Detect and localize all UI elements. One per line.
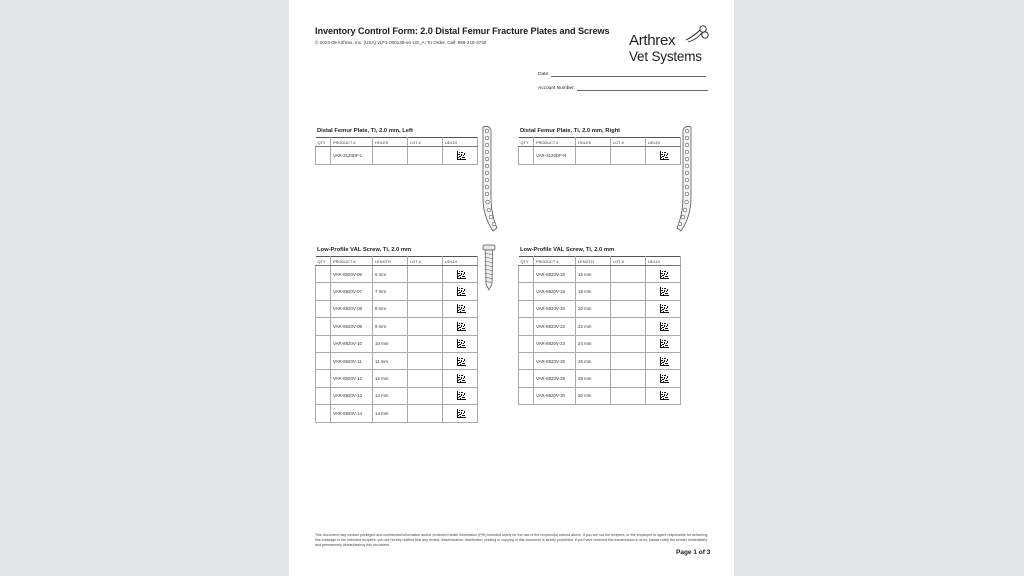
qty-cell[interactable]	[519, 283, 534, 300]
lot-cell[interactable]	[408, 352, 443, 369]
table-row	[519, 387, 681, 404]
length-cell: 11 mm	[373, 352, 408, 369]
date-field[interactable]	[538, 71, 706, 77]
product-cell: VAR-8920V-22	[534, 318, 576, 335]
table-row	[316, 352, 478, 369]
distal-femur-plate-right-image	[669, 124, 699, 234]
udi-cell	[443, 283, 478, 300]
col-udi: UDI-DI	[646, 257, 681, 266]
qty-cell[interactable]	[316, 352, 331, 369]
qty-cell[interactable]	[316, 387, 331, 404]
lot-cell[interactable]	[611, 147, 646, 165]
plate-right-table	[518, 137, 681, 165]
qty-cell[interactable]	[316, 318, 331, 335]
col-udi: UDI-DI	[443, 138, 478, 147]
lot-cell[interactable]	[611, 370, 646, 387]
datamatrix-icon	[660, 304, 669, 313]
product-cell: VAR-8920V-06	[331, 266, 373, 283]
length-cell: 26 mm	[576, 352, 611, 369]
product-cell: VAR-8920V-12	[331, 370, 373, 387]
product-cell: VAR-8920V-30	[534, 387, 576, 404]
form-title: Inventory Control Form: 2.0 Distal Femur Fracture Plates and Screws	[315, 26, 610, 36]
table-row	[316, 387, 478, 404]
length-cell: 18 mm	[576, 283, 611, 300]
plate-left-table	[315, 137, 478, 165]
plate-right-title: Distal Femur Plate, Ti, 2.0 mm, Right	[520, 128, 621, 134]
length-cell: 12 mm	[373, 370, 408, 387]
account-number-line[interactable]	[577, 85, 708, 91]
col-qty: QTY	[519, 138, 534, 147]
qty-cell[interactable]	[316, 266, 331, 283]
col-product: PRODUCT #	[534, 138, 576, 147]
col-udi: UDI-DI	[443, 257, 478, 266]
lot-cell[interactable]	[408, 370, 443, 387]
forceps-icon	[684, 24, 710, 46]
confidentiality-notice: This document may contain privileged and confidential information and/or protected health information (PHI) intended solely for the use of the recipient(s) named above. If you are not the recipient, or the employee or agent responsible for delivering this message to the intended recipient, you are hereby notified that any review, dissemination, distribution, printing or copying of this document is strictly prohibited. If you have received this transmission in error, please notify the sender immediately and permanently delete/destroy this document.	[315, 533, 708, 547]
length-cell: 13 mm	[373, 387, 408, 404]
datamatrix-icon	[660, 339, 669, 348]
datamatrix-icon	[660, 151, 669, 160]
udi-cell	[646, 266, 681, 283]
length-cell: 6 mm	[373, 266, 408, 283]
product-cell: VAR-8920V-09	[331, 318, 373, 335]
length-cell: 10 mm	[373, 335, 408, 352]
datamatrix-icon	[457, 391, 466, 400]
qty-cell[interactable]	[519, 387, 534, 404]
lot-cell[interactable]	[611, 318, 646, 335]
product-cell: VAR-8920V-14	[331, 405, 373, 422]
qty-cell[interactable]	[316, 335, 331, 352]
lot-cell[interactable]	[408, 266, 443, 283]
product-cell: VAR-8920V-07	[331, 283, 373, 300]
col-product: PRODUCT #	[534, 257, 576, 266]
lot-cell[interactable]	[611, 300, 646, 317]
udi-cell	[443, 147, 478, 165]
datamatrix-icon	[457, 357, 466, 366]
product-cell: VAR-8920V-11	[331, 352, 373, 369]
datamatrix-icon	[457, 339, 466, 348]
copyright-line: © 2023-09 Arthrex, Inc. (USA) vLF1-000148-en-US_A; To Order, Call: 888-215-3740	[315, 40, 487, 45]
product-cell: VAR-8920V-10	[331, 335, 373, 352]
qty-cell[interactable]	[519, 370, 534, 387]
datamatrix-icon	[457, 270, 466, 279]
val-screw-image	[482, 244, 496, 292]
screw-left-table	[315, 256, 478, 423]
qty-cell[interactable]	[519, 352, 534, 369]
plate-left-title: Distal Femur Plate, Ti, 2.0 mm, Left	[317, 128, 413, 134]
distal-femur-plate-left-image	[475, 124, 505, 234]
lot-cell[interactable]	[408, 300, 443, 317]
lot-cell[interactable]	[408, 283, 443, 300]
length-cell: 8 mm	[373, 300, 408, 317]
table-row	[519, 370, 681, 387]
length-cell: 30 mm	[576, 387, 611, 404]
qty-cell[interactable]	[519, 147, 534, 165]
logo-text-arthrex: Arthrex	[629, 32, 676, 49]
length-cell: 22 mm	[576, 318, 611, 335]
lot-cell[interactable]	[611, 387, 646, 404]
udi-cell	[646, 335, 681, 352]
udi-cell	[646, 387, 681, 404]
udi-cell	[443, 352, 478, 369]
product-cell: VAR-8920V-20	[534, 300, 576, 317]
col-qty: QTY	[519, 257, 534, 266]
product-cell: VAR-8920V-08	[331, 300, 373, 317]
datamatrix-icon	[457, 322, 466, 331]
lot-cell[interactable]	[408, 147, 443, 165]
form-page	[289, 0, 734, 576]
product-cell: VAR-8920V-26	[534, 352, 576, 369]
table-row	[316, 335, 478, 352]
table-row	[519, 147, 681, 165]
col-udi: UDI-DI	[646, 138, 681, 147]
lot-cell[interactable]	[611, 352, 646, 369]
qty-cell[interactable]	[519, 266, 534, 283]
product-cell: VAR-3120DF-L	[331, 147, 373, 165]
page-number: Page 1 of 3	[676, 549, 711, 556]
screw-right-title: Low-Profile VAL Screw, Ti, 2.0 mm	[520, 247, 615, 253]
datamatrix-icon	[457, 374, 466, 383]
udi-cell	[646, 300, 681, 317]
col-lot: LOT #	[611, 257, 646, 266]
udi-cell	[646, 318, 681, 335]
product-cell: VAR-8920V-16	[534, 266, 576, 283]
product-cell: VAR-3120DF-R	[534, 147, 576, 165]
length-cell: 20 mm	[576, 300, 611, 317]
lot-cell[interactable]	[611, 266, 646, 283]
qty-cell[interactable]	[316, 370, 331, 387]
udi-cell	[443, 335, 478, 352]
length-cell: 16 mm	[576, 266, 611, 283]
datamatrix-icon	[457, 409, 466, 418]
product-cell: VAR-8920V-28	[534, 370, 576, 387]
length-cell: 9 mm	[373, 318, 408, 335]
udi-cell	[443, 405, 478, 422]
col-lot: LOT #	[408, 138, 443, 147]
lot-cell[interactable]	[408, 405, 443, 422]
product-cell: VAR-8920V-18	[534, 283, 576, 300]
screw-right-table	[518, 256, 681, 405]
table-row	[316, 405, 478, 422]
udi-cell	[443, 318, 478, 335]
qty-cell[interactable]	[519, 335, 534, 352]
udi-cell	[646, 283, 681, 300]
table-row	[519, 300, 681, 317]
qty-cell[interactable]	[316, 405, 331, 422]
col-qty: QTY	[316, 138, 331, 147]
col-product: PRODUCT #	[331, 257, 373, 266]
col-length: LENGTH	[576, 257, 611, 266]
udi-cell	[443, 266, 478, 283]
udi-cell	[443, 300, 478, 317]
lot-cell[interactable]	[408, 387, 443, 404]
datamatrix-icon	[457, 151, 466, 160]
col-qty: QTY	[316, 257, 331, 266]
datamatrix-icon	[457, 287, 466, 296]
col-holes: HOLES	[373, 138, 408, 147]
length-cell: 14 mm	[373, 405, 408, 422]
logo-text-vet-systems: Vet Systems	[629, 49, 702, 64]
datamatrix-icon	[660, 270, 669, 279]
qty-cell[interactable]	[316, 283, 331, 300]
qty-cell[interactable]	[316, 147, 331, 165]
col-length: LENGTH	[373, 257, 408, 266]
datamatrix-icon	[660, 287, 669, 296]
table-row	[316, 283, 478, 300]
qty-cell[interactable]	[519, 300, 534, 317]
lot-cell[interactable]	[408, 318, 443, 335]
arthrex-vet-logo	[629, 30, 719, 70]
table-row	[316, 318, 478, 335]
datamatrix-icon	[660, 391, 669, 400]
col-lot: LOT #	[611, 138, 646, 147]
table-row	[519, 352, 681, 369]
length-cell: 28 mm	[576, 370, 611, 387]
table-row	[316, 266, 478, 283]
udi-cell	[443, 370, 478, 387]
datamatrix-icon	[457, 304, 466, 313]
table-row	[519, 266, 681, 283]
datamatrix-icon	[660, 357, 669, 366]
table-row	[316, 300, 478, 317]
lot-cell[interactable]	[611, 335, 646, 352]
col-holes: HOLES	[576, 138, 611, 147]
datamatrix-icon	[660, 374, 669, 383]
udi-cell	[646, 352, 681, 369]
table-row	[316, 147, 478, 165]
lot-cell[interactable]	[611, 283, 646, 300]
holes-cell[interactable]	[576, 147, 611, 165]
table-row	[316, 370, 478, 387]
udi-cell	[443, 387, 478, 404]
datamatrix-icon	[660, 322, 669, 331]
table-row	[519, 335, 681, 352]
table-row	[519, 318, 681, 335]
length-cell: 24 mm	[576, 335, 611, 352]
udi-cell	[646, 370, 681, 387]
qty-cell[interactable]	[519, 318, 534, 335]
date-label: Date:	[538, 72, 550, 77]
account-number-field[interactable]	[538, 85, 708, 91]
qty-cell[interactable]	[316, 300, 331, 317]
date-line[interactable]	[551, 71, 706, 77]
screw-left-title: Low-Profile VAL Screw, Ti, 2.0 mm	[317, 247, 412, 253]
holes-cell[interactable]	[373, 147, 408, 165]
lot-cell[interactable]	[408, 335, 443, 352]
length-cell: 7 mm	[373, 283, 408, 300]
product-cell: VAR-8920V-24	[534, 335, 576, 352]
account-number-label: Account Number:	[538, 86, 576, 91]
col-product: PRODUCT #	[331, 138, 373, 147]
col-lot: LOT #	[408, 257, 443, 266]
table-row	[519, 283, 681, 300]
product-cell: VAR-8920V-13	[331, 387, 373, 404]
